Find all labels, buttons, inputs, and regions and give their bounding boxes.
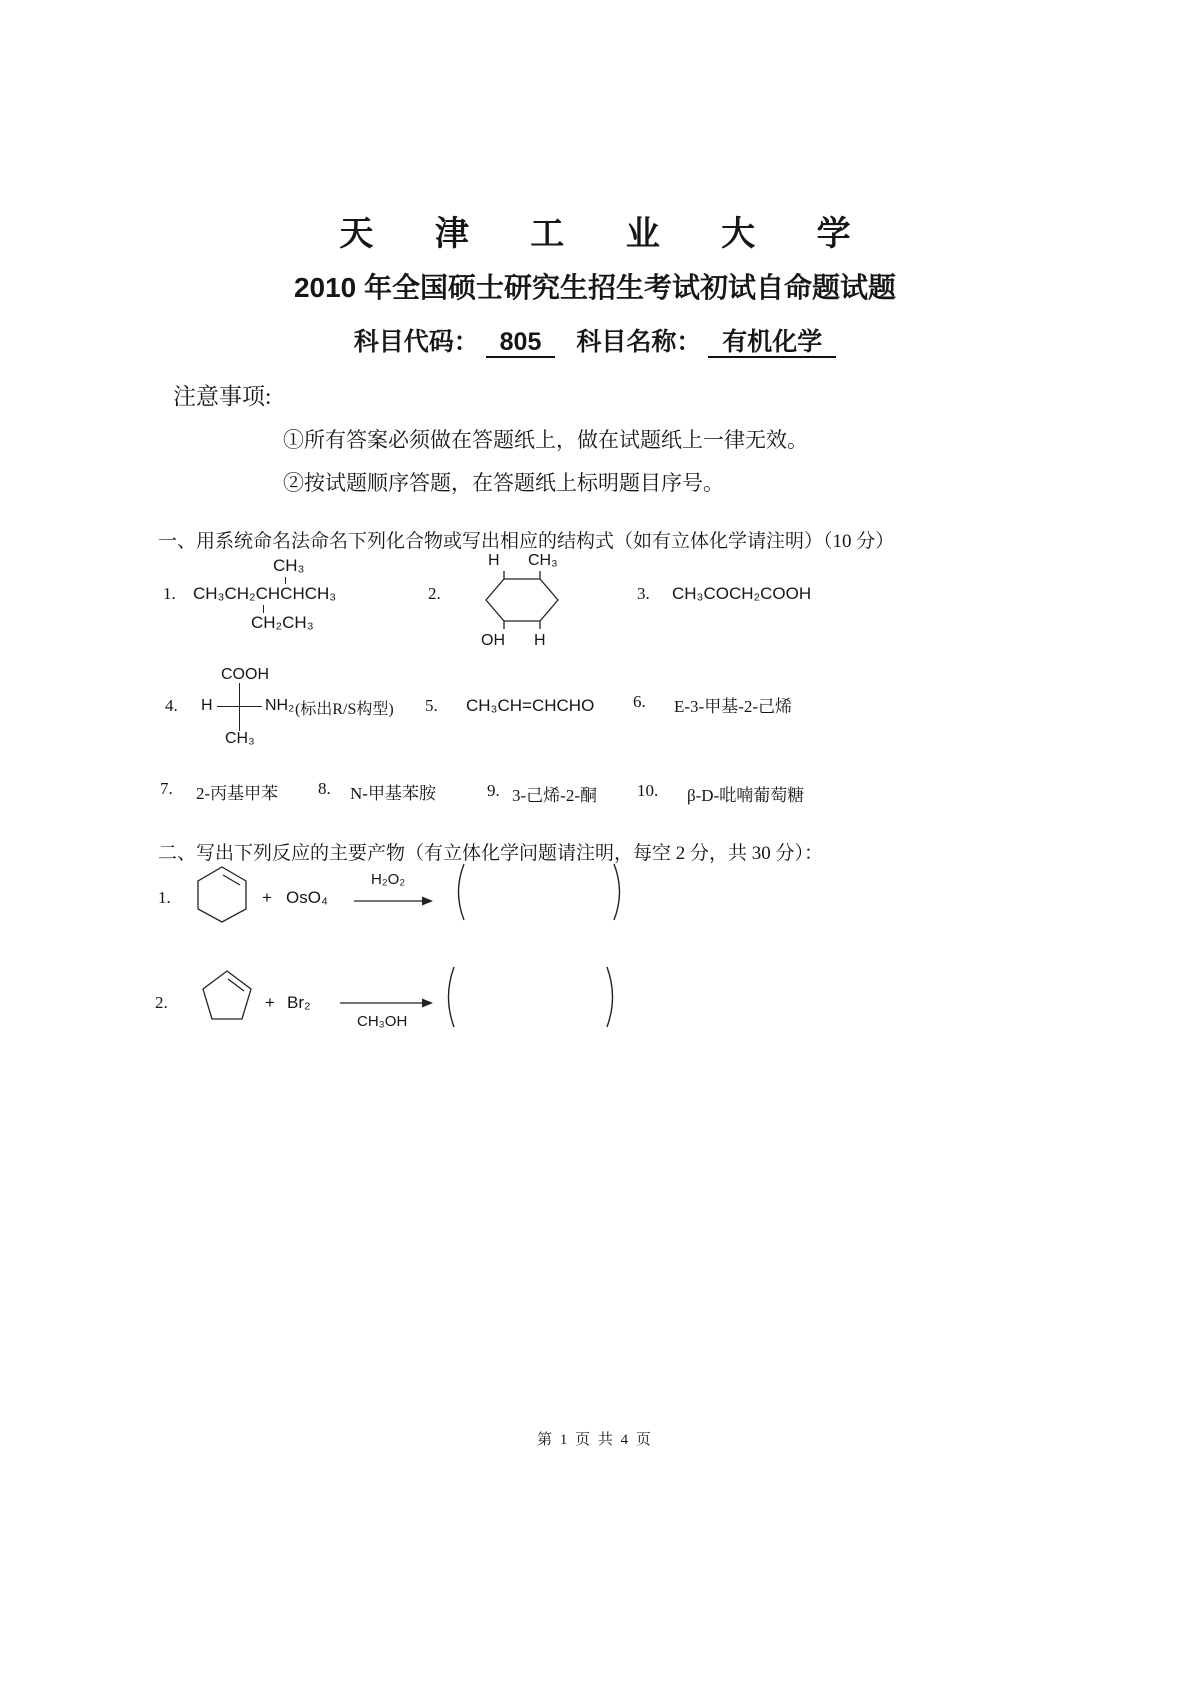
subject-code-value: 805 bbox=[486, 328, 556, 358]
subject-line bbox=[0, 322, 1190, 358]
q3-formula: CH₃COCH₂COOH bbox=[672, 584, 812, 603]
q1-branch-bottom: CH₂CH₃ bbox=[251, 613, 314, 632]
question-2 bbox=[428, 552, 628, 652]
q4-top-group: COOH bbox=[221, 666, 269, 683]
question-10-number: 10. bbox=[637, 781, 659, 800]
reaction-arrow bbox=[340, 997, 434, 1009]
notice-item-2: ②按试题顺序答题，在答题纸上标明题目序号。 bbox=[283, 471, 724, 495]
q6-name: E-3-甲基-2-己烯 bbox=[674, 697, 793, 716]
reaction-2 bbox=[155, 965, 875, 1037]
page-footer: 第 1 页 共 4 页 bbox=[537, 1432, 653, 1448]
r1-plus-sign: + bbox=[262, 888, 272, 907]
section1-heading: 一、用系统命名法命名下列化合物或写出相应的结构式（如有立体化学请注明）（10 分） bbox=[158, 531, 895, 552]
question-1-number: 1. bbox=[163, 584, 176, 603]
notice-item-1: ①所有答案必须做在答题纸上，做在试题纸上一律无效。 bbox=[283, 428, 808, 452]
bond-line bbox=[285, 577, 286, 584]
question-1 bbox=[163, 556, 393, 648]
notice-heading: 注意事项: bbox=[173, 384, 272, 409]
reaction-2-number: 2. bbox=[155, 993, 168, 1012]
q4-left-group: H bbox=[201, 697, 213, 714]
q7-name: 2-丙基甲苯 bbox=[196, 784, 279, 803]
question-2-number: 2. bbox=[428, 584, 441, 603]
question-3-number: 3. bbox=[637, 584, 650, 603]
q9-name: 3-己烯-2-酮 bbox=[512, 786, 597, 805]
exam-title: 2010 年全国硕士研究生招生考试初试自命题试题 bbox=[293, 272, 897, 303]
q1-main-chain: CH₃CH₂CHCHCH₃ bbox=[193, 584, 337, 603]
q8-name: N-甲基苯胺 bbox=[350, 784, 436, 803]
q2-substituent-top-right: CH₃ bbox=[528, 552, 558, 569]
fischer-vertical-bond bbox=[239, 683, 240, 731]
q4-note: (标出R/S构型) bbox=[295, 701, 394, 718]
r1-condition: H₂O₂ bbox=[371, 871, 406, 888]
fischer-projection bbox=[195, 666, 295, 754]
right-parenthesis bbox=[610, 862, 628, 922]
fischer-horizontal-bond bbox=[217, 706, 262, 707]
section2-heading: 二、写出下列反应的主要产物（有立体化学问题请注明，每空 2 分，共 30 分）： bbox=[158, 843, 824, 864]
q4-right-group: NH₂ bbox=[265, 697, 295, 714]
reaction-arrow bbox=[354, 895, 434, 907]
q10-name: β-D-吡喃葡萄糖 bbox=[687, 786, 805, 805]
question-5-number: 5. bbox=[425, 696, 438, 715]
university-title: 天 津 工 业 大 学 bbox=[339, 215, 877, 253]
r1-reagent: OsO₄ bbox=[286, 888, 328, 907]
cyclohexane-ring-drawing bbox=[476, 570, 576, 630]
reaction-1-number: 1. bbox=[158, 888, 171, 907]
r2-condition: CH₃OH bbox=[357, 1013, 408, 1030]
cyclohexene-structure bbox=[194, 865, 250, 924]
left-parenthesis bbox=[440, 965, 458, 1029]
question-6-number: 6. bbox=[633, 692, 646, 711]
cyclohexane-structure bbox=[476, 552, 586, 652]
r2-plus-sign: + bbox=[265, 993, 275, 1012]
subject-code-label: 科目代码： bbox=[353, 328, 479, 356]
q4-bottom-group: CH₃ bbox=[225, 730, 255, 747]
left-parenthesis bbox=[450, 862, 468, 922]
q2-substituent-bottom-left: OH bbox=[481, 632, 505, 649]
question-9-number: 9. bbox=[487, 781, 500, 800]
q2-substituent-top-left: H bbox=[488, 552, 500, 569]
q2-substituent-bottom-right: H bbox=[534, 632, 546, 649]
q1-branch-top: CH₃ bbox=[273, 556, 305, 575]
reaction-1 bbox=[158, 862, 878, 928]
q5-formula: CH₃CH=CHCHO bbox=[466, 696, 595, 715]
question-8-number: 8. bbox=[318, 779, 331, 798]
bond-line bbox=[263, 605, 264, 613]
subject-name-label: 科目名称： bbox=[576, 328, 702, 356]
r2-reagent: Br₂ bbox=[287, 993, 311, 1012]
right-parenthesis bbox=[603, 965, 621, 1029]
cyclopentene-structure bbox=[200, 969, 254, 1025]
subject-name-value: 有机化学 bbox=[708, 328, 836, 358]
question-7-number: 7. bbox=[160, 779, 173, 798]
question-4-number: 4. bbox=[165, 696, 178, 715]
